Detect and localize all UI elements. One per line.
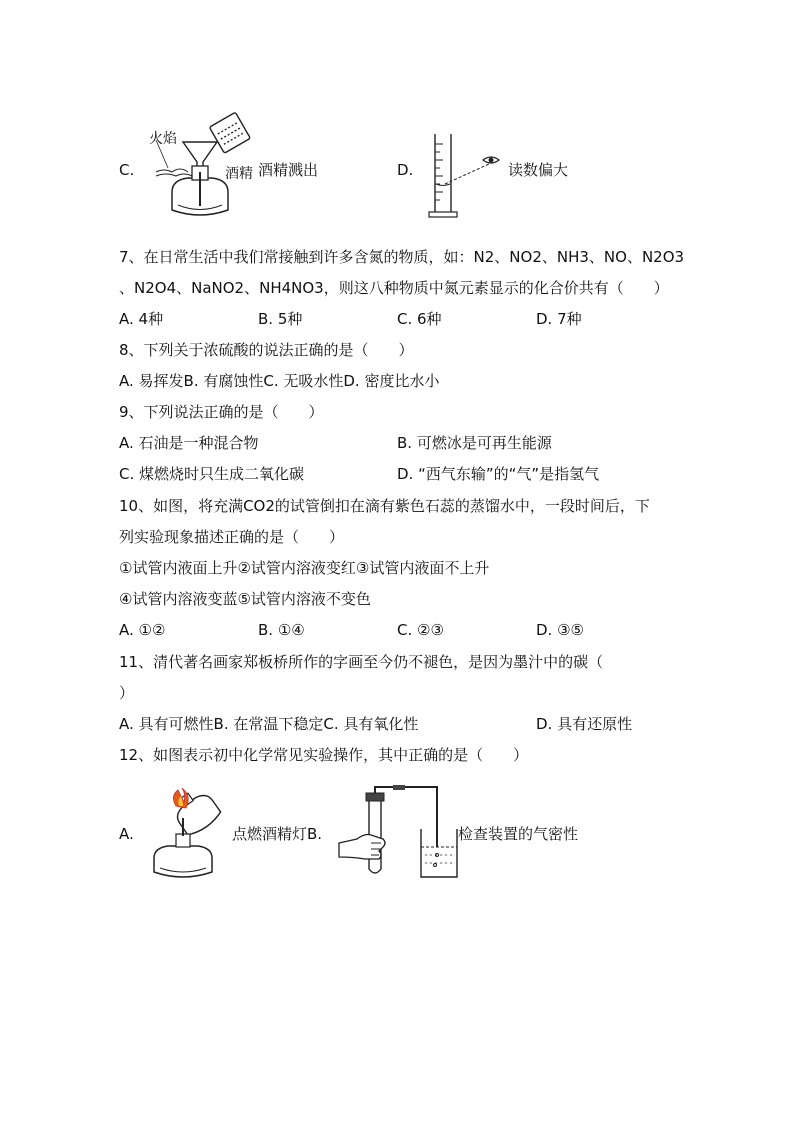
- q7-option-b: B. 5种: [258, 310, 303, 328]
- flame-label: 火焰: [149, 131, 177, 147]
- q12-stem: 12、如图表示初中化学常见实验操作，其中正确的是（ ）: [119, 746, 529, 764]
- q8-stem: 8、下列关于浓硫酸的说法正确的是（ ）: [119, 341, 414, 359]
- q11-stem-line2: ）: [119, 684, 135, 702]
- alcohol-label: 酒精: [225, 166, 253, 182]
- q9-option-d: D. “西气东输”的“气”是指氢气: [397, 465, 600, 483]
- q12-option-a-label: A.: [119, 825, 134, 843]
- q12-option-a-caption: 点燃酒精灯B.: [232, 825, 323, 843]
- q9-stem: 9、下列说法正确的是（ ）: [119, 403, 324, 421]
- q7-stem-line2: 、N2O4、NaNO2、NH4NO3，则这八种物质中氮元素显示的化合价共有（ ）: [119, 279, 669, 297]
- graduated-cylinder-illustration: [425, 132, 505, 222]
- q11-options-abc: A. 具有可燃性B. 在常温下稳定C. 具有氧化性: [119, 715, 419, 733]
- q9-option-c: C. 煤燃烧时只生成二氧化碳: [119, 465, 305, 483]
- q10-option-b: B. ①④: [258, 621, 305, 639]
- q11-option-d: D. 具有还原性: [536, 715, 633, 733]
- q7-option-c: C. 6种: [397, 310, 442, 328]
- q10-statements-2: ④试管内溶液变蓝⑤试管内溶液不变色: [119, 590, 371, 608]
- q7-option-a: A. 4种: [119, 310, 164, 328]
- option-c-caption: 酒精溅出: [258, 161, 319, 179]
- option-d-label: D.: [397, 161, 414, 179]
- option-c-label: C.: [119, 161, 135, 179]
- q7-stem-line1: 7、在日常生活中我们常接触到许多含氮的物质，如：N2、NO2、NH3、NO、N2O3: [119, 248, 685, 266]
- q10-stem-line2: 列实验现象描述正确的是（ ）: [119, 528, 345, 546]
- lighting-alcohol-lamp-illustration: [148, 788, 230, 883]
- airtightness-check-illustration: [335, 785, 465, 885]
- q9-option-b: B. 可燃冰是可再生能源: [397, 434, 552, 452]
- q10-option-d: D. ③⑤: [536, 621, 584, 639]
- q10-statements-1: ①试管内液面上升②试管内溶液变红③试管内液面不上升: [119, 559, 490, 577]
- q10-stem-line1: 10、如图，将充满CO2的试管倒扣在滴有紫色石蕊的蒸馏水中，一段时间后，下: [119, 497, 650, 515]
- q8-options: A. 易挥发B. 有腐蚀性C. 无吸水性D. 密度比水小: [119, 372, 440, 390]
- q7-option-d: D. 7种: [536, 310, 582, 328]
- q11-stem-line1: 11、清代著名画家郑板桥所作的字画至今仍不褪色，是因为墨汁中的碳（: [119, 653, 604, 671]
- q10-option-a: A. ①②: [119, 621, 166, 639]
- q9-option-a: A. 石油是一种混合物: [119, 434, 259, 452]
- option-d-caption: 读数偏大: [508, 161, 569, 179]
- q12-option-b-caption: 检查装置的气密性: [458, 825, 579, 843]
- q10-option-c: C. ②③: [397, 621, 444, 639]
